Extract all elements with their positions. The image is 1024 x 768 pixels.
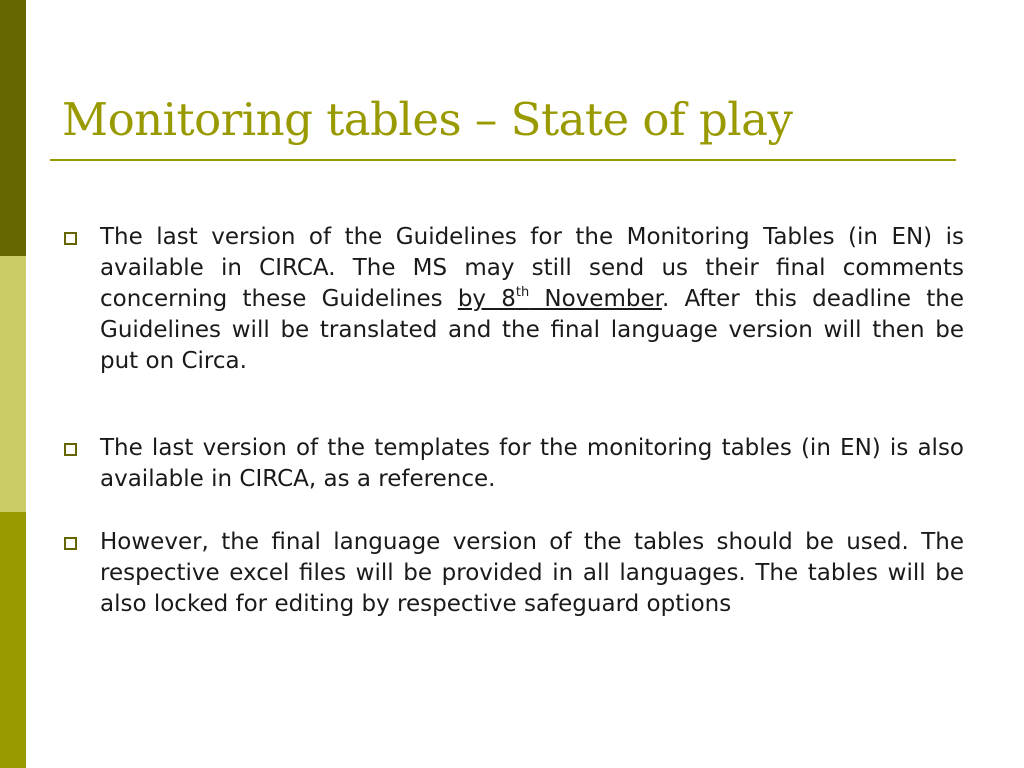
bullet-text: However, the final language version of the tables should be used. The respective excel files will be provided in all languages. The tables will be also locked for editing by respective safeguard options — [100, 529, 964, 617]
bullet-text: The last version of the templates for the monitoring tables (in EN) is also available in CIRCA, as a reference. — [100, 435, 964, 492]
sidebar-stripe-bottom — [0, 512, 26, 768]
bullet-item-language-version — [64, 527, 964, 620]
bullet-item-templates — [64, 433, 964, 495]
sidebar-stripe-middle — [0, 256, 26, 512]
deadline-date — [458, 286, 662, 312]
ordinal-suffix: th — [515, 285, 530, 300]
bullet-text — [100, 224, 964, 374]
square-bullet-icon — [64, 537, 77, 550]
title-underline — [50, 159, 956, 161]
deadline-day: by 8 — [457, 286, 516, 312]
bullet-list — [64, 222, 964, 620]
square-bullet-icon — [64, 232, 77, 245]
bullet-text-part: . After this deadline the Guidelines will be translated and the final language version will then be put on Circa. — [100, 286, 964, 374]
bullet-text-part: The last version of the Guidelines for the Monitoring Tables (in EN) is available in CIRCA. The MS may still send us their final comments concerning these Guidelines — [100, 224, 964, 312]
square-bullet-icon — [64, 443, 77, 456]
deadline-month: November — [529, 286, 662, 312]
slide-title: Monitoring tables – State of play — [62, 93, 793, 146]
sidebar-stripe-top — [0, 0, 26, 256]
bullet-item-guidelines — [64, 222, 964, 377]
